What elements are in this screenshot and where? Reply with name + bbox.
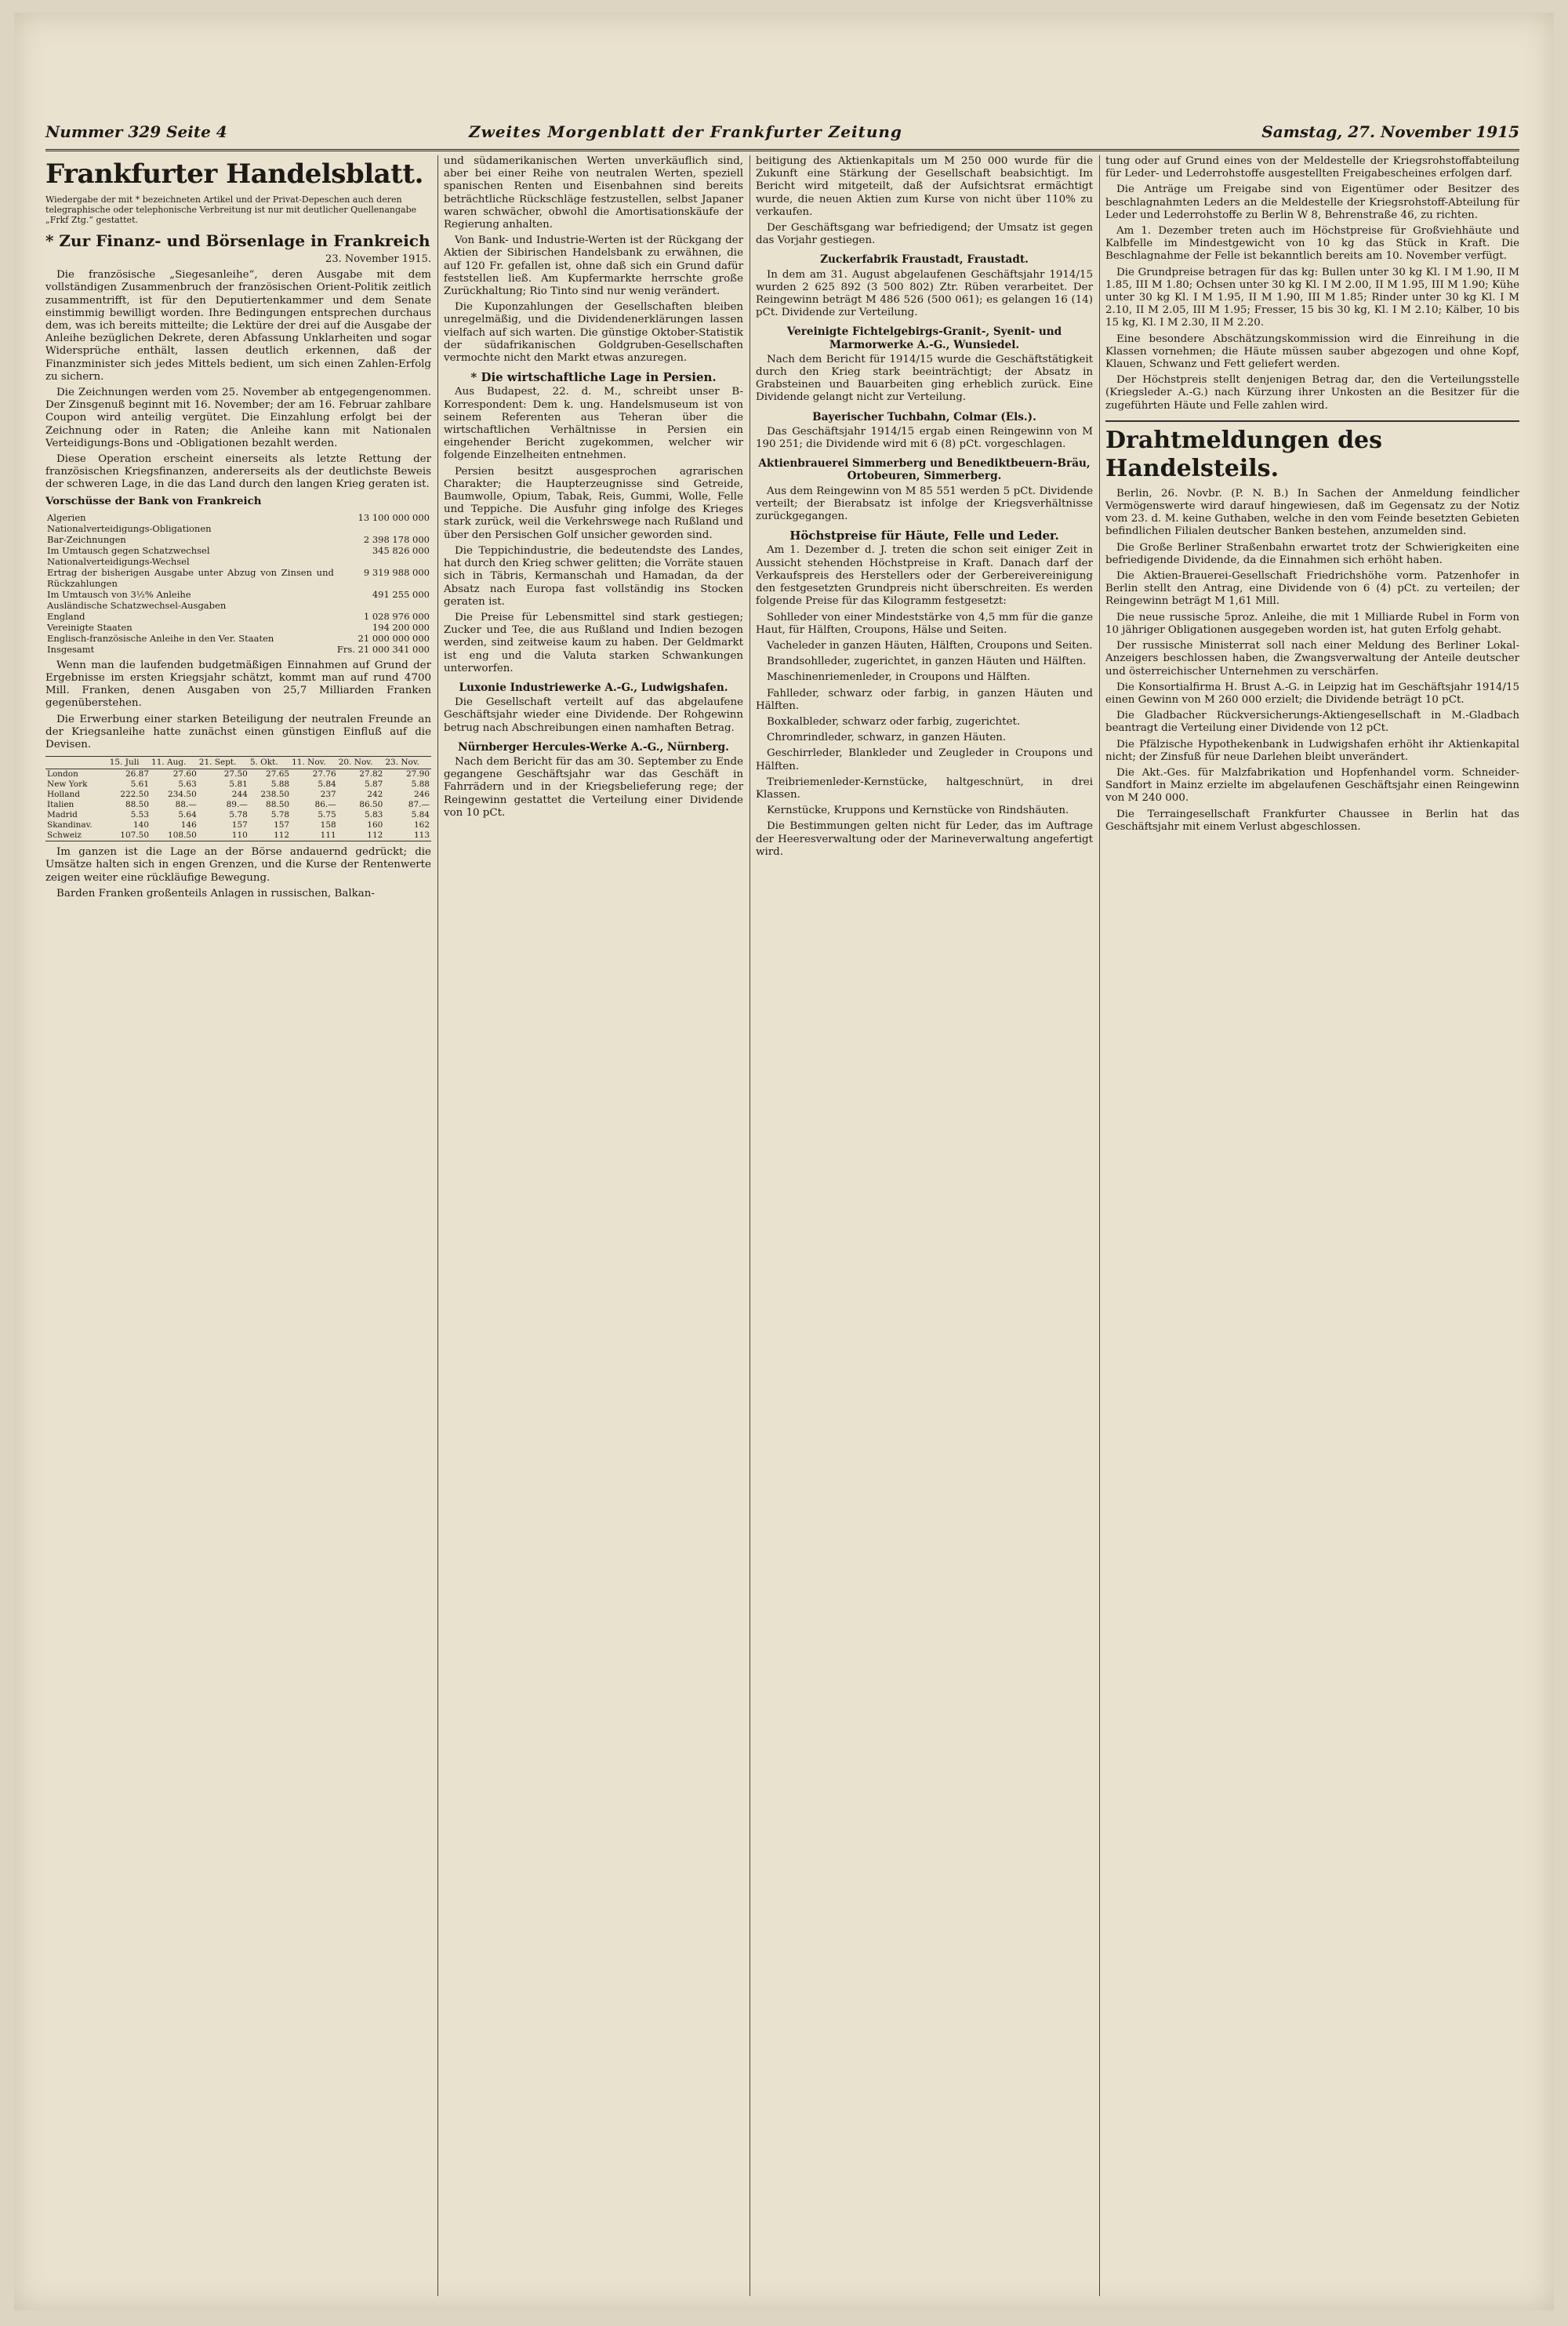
issue-number: Nummer 329 Seite 4 (45, 122, 227, 141)
list-item: Chromrindleder, schwarz, in ganzen Häuten. (767, 732, 1007, 744)
column-1 (45, 155, 431, 2296)
paragraph: Die Zeichnungen werden vom 25. November ab entgegengenommen. Der Zinsgenuß beginnt mit 16. November; der am 16. Februar zahlbare Coupon wird anteilig vergütet. Die Einzahlung erfolgt bei der Zeichnung oder in Raten; die Anleihe kann mit Nationalen Verteidigungs-Bons und -Obligationen bezahlt werden. (45, 387, 431, 449)
article-heading: Nürnberger Hercules-Werke A.-G., Nürnberg. (458, 740, 729, 754)
paragraph: In dem am 31. August abgelaufenen Geschäftsjahr 1914/15 wurden 2 625 892 (3 500 802) Ztr. Rüben verarbeitet. Der Reingewinn beträgt M 486 526 (500 061); es gelangen 16 (14) pCt. Dividende zur Verteilung. (756, 268, 1093, 319)
paragraph: Die Preise für Lebensmittel sind stark gestiegen; Zucker und Tee, die aus Rußland und Indien bezogen werden, sind zeitweise kaum zu haben. Der Geldmarkt ist eng und die Valuta starken Schwankungen unterworfen. (444, 611, 743, 674)
article-heading: * Die wirtschaftliche Lage in Persien. (470, 370, 717, 385)
paragraph: Am 1. Dezember d. J. treten die schon seit einiger Zeit in Aussicht stehenden Höchstpreise in Kraft. Danach darf der Verkaufspreis des Herstellers oder der Gerbereivereinigung den festgesetzten Grundpreis nicht überschreiten. Es werden folgende Preise für das Kilogramm festgesetzt: (756, 544, 1093, 608)
paragraph: Der Höchstpreis stellt denjenigen Betrag dar, den die Verteilungsstelle (Kriegsleder A.-G.) nach Kürzung ihrer Unkosten an die Besitzer für die zugeführten Häute und Felle zahlen wird. (1105, 374, 1519, 412)
list-item: Treibriemenleder-Kernstücke, haltgeschnürt, in drei Klassen. (756, 776, 1093, 801)
table-row: Insgesamt Frs. 21 000 341 000 (47, 643, 430, 655)
paragraph: Die Anträge um Freigabe sind von Eigentümer oder Besitzer des beschlagnahmten Leders an die Meldestelle der Kriegsrohstoff-Abteilung für Leder und Lederrohstoffe zu Berlin W 8, Behrenstraße 46, zu richten. (1105, 184, 1519, 221)
paragraph: Eine besondere Abschätzungskommission wird die Einreihung in die Klassen vornehmen; die Häute müssen sauber abgezogen und ohne Kopf, Klauen, Schwanz und Fett geliefert werden. (1105, 333, 1519, 371)
table-row: Im Umtausch von 3½% Anleihe 491 255 000 (47, 588, 430, 600)
paragraph: Die Grundpreise betragen für das kg: Bullen unter 30 kg Kl. I M 1.90, II M 1.85, III M 1.80; Ochsen unter 30 kg Kl. I M 2.00, II M 1.95, III M 1.90; Kühe unter 30 kg Kl. I M 1.95, II M 1.90, III M 1.85; Rinder unter 30 kg Kl. I M 2.10, II M 2.05, III M 1.95; Fresser, 15 bis 30 kg, Kl. I M 2.10; Kälber, 10 bis 15 kg, Kl. I M 2.30, II M 2.20. (1105, 266, 1519, 329)
paragraph: Barden Franken großenteils Anlagen in russischen, Balkan- (56, 887, 375, 900)
exchange-rates-table (45, 756, 431, 841)
table-row: Skandinav. 140 146 157 157 158 160 162 (47, 820, 430, 830)
paragraph: Die Gladbacher Rückversicherungs-Aktiengesellschaft in M.-Gladbach beantragt die Verteilung einer Dividende von 12 pCt. (1105, 710, 1519, 735)
paragraph: Der Geschäftsgang war befriedigend; der Umsatz ist gegen das Vorjahr gestiegen. (756, 222, 1093, 247)
section-title: Frankfurter Handelsblatt. (45, 158, 423, 190)
list-item: Kernstücke, Kruppons und Kernstücke von Rindshäuten. (767, 805, 1069, 817)
table-row: England 1 028 976 000 (47, 610, 430, 622)
table-row: Holland 222.50 234.50 244 238.50 237 242 246 (47, 790, 430, 800)
table-row: Algerien 13 100 000 000 (47, 511, 430, 523)
article-heading: Luxonie Industriewerke A.-G., Ludwigshafen. (459, 681, 728, 694)
paragraph: Nach dem Bericht für das am 30. September zu Ende gegangene Geschäftsjahr war das Geschäft in Fahrrädern und in der Kriegsbelieferung rege; der Reingewinn gestattet die Verteilung einer Dividende von 10 pCt. (444, 755, 743, 819)
paragraph: Die Konsortialfirma H. Brust A.-G. in Leipzig hat im Geschäftsjahr 1914/15 einen Gewinn von M 260 000 erzielt; die Dividende beträgt 10 pCt. (1105, 681, 1519, 706)
table-row: Englisch-französische Anleihe in den Ver. Staaten 21 000 000 000 (47, 632, 430, 644)
list-item: Brandsohlleder, zugerichtet, in ganzen Häuten und Hälften. (767, 656, 1087, 668)
issue-date: Samstag, 27. November 1915 (1261, 122, 1519, 141)
article-heading: * Zur Finanz- und Börsenlage in Frankreich (45, 231, 430, 250)
paragraph: Die Große Berliner Straßenbahn erwartet trotz der Schwierigkeiten eine befriedigende Dividende, da die Einnahmen sich erhöht haben. (1105, 541, 1519, 566)
column-rule (1099, 155, 1100, 2296)
column-3 (756, 155, 1093, 2296)
list-item: Sohlleder von einer Mindeststärke von 4,5 mm für die ganze Haut, für Hälften, Croupons, Hälse und Seiten. (756, 611, 1093, 636)
paragraph: Die Gesellschaft verteilt auf das abgelaufene Geschäftsjahr wieder eine Dividende. Der Rohgewinn betrug nach Abschreibungen einen namhaften Betrag. (444, 696, 743, 734)
list-item: Maschinenriemenleder, in Croupons und Hälften. (767, 671, 1031, 684)
paragraph: Aus Budapest, 22. d. M., schreibt unser B-Korrespondent: Dem k. ung. Handelsmuseum ist von seinem Referenten aus Teheran über die wirtschaftlichen Verhältnisse in Persien ein eingehender Bericht zugekommen, welcher wir folgende Einzelheiten entnehmen. (444, 386, 743, 462)
table-row: Madrid 5.53 5.64 5.78 5.78 5.75 5.83 5.84 (47, 810, 430, 820)
paragraph: Von Bank- und Industrie-Werten ist der Rückgang der Aktien der Sibirischen Handelsbank zu erwähnen, die auf 120 Fr. gefallen ist, ohne daß sich ein Grund dafür feststellen ließ. Am Kupfermarkte herrschte große Zurückhaltung; Rio Tinto sind nur wenig verändert. (444, 234, 743, 298)
table-row: Bar-Zeichnungen 2 398 178 000 (47, 533, 430, 545)
article-heading: Höchstpreise für Häute, Felle und Leder. (789, 529, 1059, 543)
section-heading: Drahtmeldungen des Handelsteils. (1105, 420, 1519, 483)
paragraph: Die neue russische 5proz. Anleihe, die mit 1 Milliarde Rubel in Form von 10 jähriger Obligationen ausgegeben worden ist, hat guten Erfolg gehabt. (1105, 611, 1519, 636)
paragraph: tung oder auf Grund eines von der Meldestelle der Kriegsrohstoffabteilung für Leder- und Lederrohstoffe ausgestellten Freigabescheines erfolgen darf. (1105, 155, 1519, 180)
paragraph: Die französische „Siegesanleihe“, deren Ausgabe mit dem vollständigen Zusammenbruch der französischen Orient-Politik zeitlich zusammentrifft, ist für den Deputiertenkammer und dem Senate einstimmig bewilligt worden. Ihre Bedingungen entsprechen durchaus dem, was ich bereits mitteilte; die Lektüre der drei auf die Ausgabe der Anleihe bezüglichen Dekrete, deren Abfassung Unklarheiten und sogar Widersprüche enthält, lassen deutlich erkennen, daß der Finanzminister sich jedes Mittels bedient, um sich einen Zahlen-Erfolg zu sichern. (45, 269, 431, 383)
table-row: Ausländische Schatzwechsel-Ausgaben (47, 599, 227, 611)
masthead (45, 122, 1519, 151)
column-4 (1105, 155, 1519, 2296)
paragraph: Die Pfälzische Hypothekenbank in Ludwigshafen erhöht ihr Aktienkapital nicht; der Zinsfuß für neue Darlehen bleibt unverändert. (1105, 738, 1519, 763)
paragraph: Die Terraingesellschaft Frankfurter Chaussee in Berlin hat das Geschäftsjahr mit einem Verlust abgeschlossen. (1105, 808, 1519, 833)
article-date: 23. November 1915. (325, 253, 431, 265)
paragraph: Die Kuponzahlungen der Gesellschaften bleiben unregelmäßig, und die Dividendenerklärungen lassen vielfach auf sich warten. Die günstige Oktober-Statistik der südafrikanischen Goldgruben-Gesellschaften vermochte nicht den Markt etwas anzuregen. (444, 301, 743, 365)
paragraph: Der russische Ministerrat soll nach einer Meldung des Berliner Lokal-Anzeigers beschlossen haben, die Zwangsverwaltung der Anteile deutscher und österreichischer Unternehmen zu verschärfen. (1105, 640, 1519, 678)
article-heading: Zuckerfabrik Fraustadt, Fraustadt. (820, 253, 1029, 267)
paper-name: Zweites Morgenblatt der Frankfurter Zeitung (469, 122, 902, 141)
paragraph: Diese Operation erscheint einerseits als letzte Rettung der französischen Kriegsfinanzen, andererseits als der deutlichste Beweis der schweren Lage, in die das Land durch den langen Krieg geraten ist. (45, 453, 431, 491)
column-2 (444, 155, 743, 2296)
paragraph: und südamerikanischen Werten unverkäuflich sind, aber bei einer Reihe von neutralen Werten, speziell spanischen Renten und Eisenbahnen sind bereits beträchtliche Rückschläge festzustellen, selbst Japaner waren schwächer, obwohl die Amortisationskäufe der Regierung anhalten. (444, 155, 743, 231)
table-row: Nationalverteidigungs-Wechsel (47, 555, 190, 567)
copyright-note: Wiedergabe der mit * bezeichneten Artikel und der Privat-Depeschen auch deren telegraphische oder telephonische Verbreitung ist nur mit deutlicher Quellenangabe „Frkf Ztg.“ gestattet. (45, 194, 417, 225)
list-item: Vacheleder in ganzen Häuten, Hälften, Croupons und Seiten. (767, 639, 1093, 652)
paragraph: Nach dem Bericht für 1914/15 wurde die Geschäftstätigkeit durch den Krieg stark beeinträchtigt; der Absatz in Grabsteinen und Bauarbeiten ging erheblich zurück. Eine Dividende gelangt nicht zur Verteilung. (756, 353, 1093, 404)
table-row: Ertrag der bisherigen Ausgabe unter Abzug von Zinsen und Rückzahlungen 9 319 988 000 (47, 566, 430, 589)
paragraph: Die Aktien-Brauerei-Gesellschaft Friedrichshöhe vorm. Patzenhofer in Berlin stellt den Antrag, eine Dividende von 6 (4) pCt. zu verteilen; der Reingewinn beträgt M 1,61 Mill. (1105, 570, 1519, 608)
article-heading: Aktienbrauerei Simmerberg und Benediktbeuern-Bräu, Ortobeuren, Simmerberg. (758, 457, 1091, 483)
paragraph: Die Bestimmungen gelten nicht für Leder, das im Auftrage der Heeresverwaltung oder der Marineverwaltung angefertigt wird. (756, 820, 1093, 858)
advances-table (45, 512, 431, 655)
table-row: Vereinigte Staaten 194 200 000 (47, 621, 430, 633)
paragraph: Persien besitzt ausgesprochen agrarischen Charakter; die Haupterzeugnisse sind Getreide, Baumwolle, Opium, Tabak, Reis, Gummi, Wolle, Felle und Teppiche. Die Ausfuhr ging infolge des Krieges stark zurück, weil die Verkehrswege nach Rußland und über den Persischen Golf unsicher geworden sind. (444, 465, 743, 541)
paragraph: Die Akt.-Ges. für Malzfabrikation und Hopfenhandel vorm. Schneider-Sandfort in Mainz erzielte im abgelaufenen Geschäftsjahr einen Reingewinn von M 240 000. (1105, 766, 1519, 805)
list-item: Boxkalbleder, schwarz oder farbig, zugerichtet. (767, 715, 1021, 728)
table-header-row: 15. Juli 11. Aug. 21. Sept. 5. Okt. 11. Nov. 20. Nov. 23. Nov. (45, 757, 431, 769)
paragraph: Berlin, 26. Novbr. (P. N. B.) In Sachen der Anmeldung feindlicher Vermögenswerte wird darauf hingewiesen, daß im Gegensatz zu der Notiz vom 23. d. M. keine Guthaben, welche in den vom Feinde besetzten Gebieten befindlichen Filialen deutscher Banken bestehen, anzumelden sind. (1105, 487, 1519, 538)
paragraph: Das Geschäftsjahr 1914/15 ergab einen Reingewinn von M 190 251; die Dividende wird mit 6 (8) pCt. vorgeschlagen. (756, 425, 1093, 451)
paragraph: Wenn man die laufenden budgetmäßigen Einnahmen auf Grund der Ergebnisse im ersten Kriegsjahr schätzt, kommt man auf rund 4700 Mill. Franken, denen Ausgaben von 25,7 Milliarden Franken gegenüberstehen. (45, 659, 431, 710)
paragraph: Am 1. Dezember treten auch im Höchstpreise für Großviehhäute und Kalbfelle im Mindestgewicht von 10 kg das Stück in Kraft. Die Beschlagnahme der Felle ist bekanntlich bereits am 10. November verfügt. (1105, 225, 1519, 263)
table-row: Im Umtausch gegen Schatzwechsel 345 826 000 (47, 544, 430, 556)
table-row: Nationalverteidigungs-Obligationen (47, 522, 212, 534)
column-rule (437, 155, 438, 2296)
list-item: Geschirrleder, Blankleder und Zeugleder in Croupons und Hälften. (756, 747, 1093, 772)
paragraph: Die Erwerbung einer starken Beteiligung der neutralen Freunde an der Kriegsanleihe hatte zunächst einen günstigen Einfluß auf die Devisen. (45, 713, 431, 751)
article-heading: Vereinigte Fichtelgebirgs-Granit-, Syenit- und Marmorwerke A.-G., Wunsiedel. (786, 325, 1062, 351)
article-heading: Bayerischer Tuchbahn, Colmar (Els.). (812, 410, 1036, 423)
paragraph: Aus dem Reingewinn von M 85 551 werden 5 pCt. Dividende verteilt; der Bierabsatz ist infolge der Kriegsverhältnisse zurückgegangen. (756, 485, 1093, 523)
newspaper-page (14, 13, 1554, 2310)
paragraph: beitigung des Aktienkapitals um M 250 000 wurde für die Zukunft eine Stärkung der Gesellschaft beabsichtigt. Im Bericht wird mitgeteilt, daß der Aufsichtsrat ermächtigt wurde, die neuen Aktien zum Kurse von nicht über 110% zu verkaufen. (756, 155, 1093, 218)
paragraph: Die Teppichindustrie, die bedeutendste des Landes, hat durch den Krieg schwer gelitten; die Vorräte stauen sich in Täbris, Kermanschah und Hamadan, da der Absatz nach Europa fast vollständig ins Stocken geraten ist. (444, 544, 743, 608)
table-row: New York 5.61 5.63 5.81 5.88 5.84 5.87 5.88 (47, 780, 430, 790)
list-item: Fahlleder, schwarz oder farbig, in ganzen Häuten und Hälften. (756, 687, 1093, 712)
table-row: Schweiz 107.50 108.50 110 112 111 112 113 (47, 830, 430, 841)
table-row: London 26.87 27.60 27.50 27.65 27.76 27.82 27.90 (47, 769, 430, 780)
paragraph: Im ganzen ist die Lage an der Börse andauernd gedrückt; die Umsätze halten sich in engen Grenzen, und die Kurse der Rentenwerte zeigen weiter eine rückläufige Bewegung. (45, 846, 431, 884)
table-row: Italien 88.50 88.— 89.— 88.50 86.— 86.50 87.— (47, 800, 430, 810)
table-title: Vorschüsse der Bank von Frankreich (45, 494, 262, 507)
